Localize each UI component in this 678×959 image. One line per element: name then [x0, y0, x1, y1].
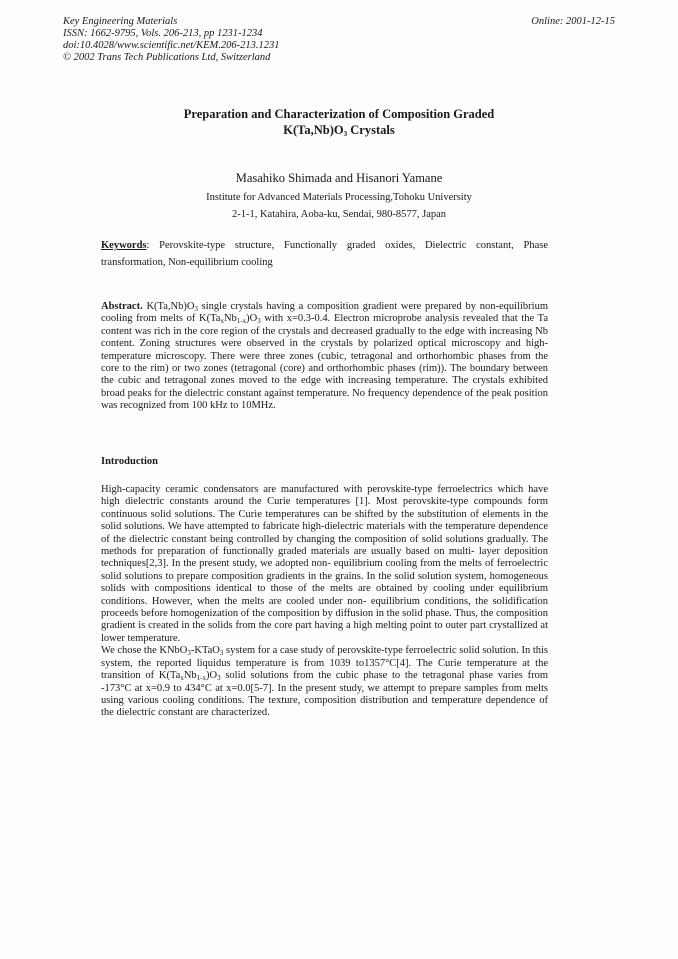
keywords-text: : Perovskite-type structure, Functionally graded oxides, Dielectric constant, Phase transformation, Non-equilibrium cooling [101, 240, 548, 268]
journal-name: Key Engineering Materials [63, 16, 178, 27]
issn-line: ISSN: 1662-9795, Vols. 206-213, pp 1231-1234 [63, 28, 263, 39]
intro-paragraph-2: We chose the KNbO$_3$-KTaO$_3$ system for a case study of perovskite-type ferroelectric solid solution. In this system, the reported liquidus temperature is from 1039 to1357°C[4]. The Curie temperature at the transition of $K(Ta_xNb_{1-x})O_3$ solid solutions from the cubic phase to the tetragonal phase varies from -173°C at x=0.9 to 434°C at x=0.0[5-7]. In the present study, we attempt to prepare samples from melts using various cooling conditions. The texture, composition distribution and temperature dependence of the dielectric constant are characterized. [101, 645, 548, 719]
doi-line: doi:10.4028/www.scientific.net/KEM.206-213.1231 [63, 40, 280, 51]
abstract: Abstract. $K(Ta,Nb)O_3$ single crystals having a composition gradient were prepared by non-equilibrium cooling from melts of $K(Ta_xNb_{1-x})O_3$ with x=0.3-0.4. Electron microprobe analysis revealed that the Ta content was rich in the core region of the crystals and decreased gradually to the edge with increasing Nb content. Zoning structures were observed in the crystals by polarized optical microscopy and high-temperature microscopy. There were three zones (cubic, tetragonal and orthorhombic phases from the core to the rim) or two zones (tetragonal (core) and orthorhombic phases (rim)). The boundary between the cubic and tetragonal zones moved to the edge with increasing temperature. The crystals exhibited broad peaks for the dielectric constant against temperature. No frequency dependence of the peak position was recognized from 100 kHz to 10MHz. [101, 301, 548, 412]
author-list: Masahiko Shimada and Hisanori Yamane [235, 171, 443, 185]
journal-header [63, 16, 280, 64]
keywords-label: Keywords [101, 240, 147, 251]
title-line-1: Preparation and Characterization of Composition Graded [183, 107, 495, 121]
keywords [101, 237, 548, 271]
intro-paragraph-1: High-capacity ceramic condensators are manufactured with perovskite-type ferroelectrics which have high dielectric constants around the Curie temperatures [1]. Most perovskite-type compounds form continuous solid solutions. The Curie temperatures can be shifted by the substitution of elements in the solid solutions. We have attempted to fabricate high-dielectric materials with the temperature dependence of the dielectric constant being controlled by changing the composition of solid solutions gradually. The methods for preparation of functionally graded materials are usually based on multi- layer deposition techniques[2,3]. In the present study, we adopted non- equilibrium cooling from the melts of ferroelectric solid solutions to prepare composition gradients in the grains. In the solid solution system, homogeneous solids with compositions identical to those of the melts are obtained by cooling under equilibrium conditions. However, when the melts are cooled under non- equilibrium conditions, the solidification proceeds before homogenization of the composition by diffusion in the solid phase. Thus, the composition gradient is created in the solids from the core part having a high melting point to outer part crystallized at lower temperature. [101, 484, 548, 644]
affiliation [0, 189, 678, 223]
address: 2-1-1, Katahira, Aoba-ku, Sendai, 980-8577, Japan [231, 209, 447, 220]
online-date: Online: 2001-12-15 [531, 16, 615, 27]
section-heading-introduction: Introduction [101, 456, 158, 467]
copyright-line: © 2002 Trans Tech Publications Ltd, Switzerland [63, 52, 271, 63]
paper-title [0, 106, 678, 138]
title-line-2: $K(Ta,Nb)O_3$ Crystals [283, 123, 395, 138]
abstract-label: Abstract. [101, 301, 143, 312]
introduction-body [101, 484, 548, 720]
institute: Institute for Advanced Materials Processing,Tohoku University [206, 192, 472, 203]
